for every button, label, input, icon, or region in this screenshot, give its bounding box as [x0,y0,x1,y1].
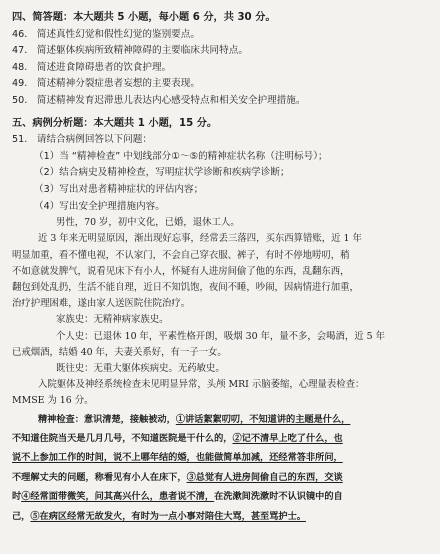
mental-exam-line-4: 不理解丈夫的问题，称看见有小人在床下，③总觉有人进房间偷自己的东西，交谈 [12,471,343,483]
case-history-line: 明显加重，看不懂电视，不认家门，不会自己穿衣服、裤子，有时不停地唠叨，稍 [12,249,350,261]
case-history-line: 翻包到处乱扔，生活不能自理，近日不知饥饱，夜间不睡，吵闹，因病情进行加重， [12,281,359,293]
case-history-line: 不如意就发脾气，说看见床下有小人，怀疑有人进房间偷了他的东西，乱翻东西， [12,265,350,277]
mental-exam-line-1: 精神检查：意识清楚，接触被动，①讲话絮絮叨叨，不知道讲的主题是什么， [38,413,351,425]
question-48: 48. 简述进食障碍患者的饮食护理。 [12,61,172,73]
question-46: 46. 简述真性幻觉和假性幻觉的鉴别要点。 [12,28,200,40]
underlined-symptom-1: ①讲话絮絮叨叨，不知道讲的主题是什么， [175,413,351,425]
personal-history: 个人史：已退休 10 年，平素性格开朗，吸烟 30 年，量不多，会喝酒，近 5 年 [56,330,385,342]
section-5-heading: 五、病例分析题：本大题共 1 小题，15 分。 [12,117,218,129]
mental-exam-line-2: 不知道住院当天是几月几号，不知道医院是干什么的，②记不清早上吃了什么，也 [12,432,343,444]
question-47: 47. 简述躯体疾病所致精神障碍的主要临床共同特点。 [12,45,248,57]
section-4-heading: 四、简答题：本大题共 5 小题，每小题 6 分，共 30 分。 [12,12,276,23]
underlined-symptom-2: ②记不清早上吃了什么，也 [232,432,343,444]
past-history: 既往史：无重大躯体疾病史。无药敏史。 [56,362,225,374]
case-intro: 男性，70 岁，初中文化，已婚，退休工人。 [56,217,240,229]
case-history-line: 近 3 年来无明显原因，渐出现好忘事，经常丢三落四，买东西算错账，近 1 年 [38,233,362,245]
subquestion-2: （2）结合病史及精神检查，写明症状学诊断和疾病学诊断； [34,167,290,179]
family-history: 家族史：无精神病家族史。 [56,314,169,326]
subquestion-4: （4）写出安全护理措施内容。 [34,200,165,212]
underlined-symptom-3: ③总觉有人进房间偷自己的东西，交谈 [186,471,343,483]
mental-exam-line-3 [12,448,426,467]
mmse-score: MMSE 为 16 分。 [12,395,94,407]
underlined-symptom-2-cont: 说不上参加工作的时间，说不上哪年结的婚，也能做简单加减，还经常答非所问， [12,452,343,464]
case-history-line: 治疗护理困难，遂由家人送医院住院治疗。 [12,298,191,310]
mental-exam-line-5: 时④经常面带微笑，问其高兴什么，患者说不清，在洗漱间洗漱时不认识镜中的自 [12,491,343,503]
personal-history-cont: 已戒烟酒，结婚 40 年，夫妻关系好，有一子一女。 [12,346,227,358]
subquestion-1: （1）当 “精神检查” 中划线部分①～⑤的精神症状名称（注明标号）； [34,150,328,162]
subquestion-3: （3）写出对患者精神症状的评估内容； [34,183,204,195]
question-49: 49. 简述精神分裂症患者妄想的主要表现。 [12,78,200,90]
physical-exam: 入院躯体及神经系统检查未见明显异常，头颅 MRI 示脑萎缩，心理量表检查： [38,379,365,391]
underlined-symptom-4: ④经常面带微笑，问其高兴什么，患者说不清， [21,491,215,503]
question-51: 51. 请结合病例回答以下问题： [12,134,152,146]
underlined-symptom-5: ⑤在病区经常无故发火，有时为一点小事对陪住大骂，甚至骂护士。 [30,510,306,522]
mental-exam-line-6: 己，⑤在病区经常无故发火，有时为一点小事对陪住大骂，甚至骂护士。 [12,510,306,522]
question-50: 50. 简述精神发育迟滞患儿表达内心感受特点和相关安全护理措施。 [12,94,306,106]
